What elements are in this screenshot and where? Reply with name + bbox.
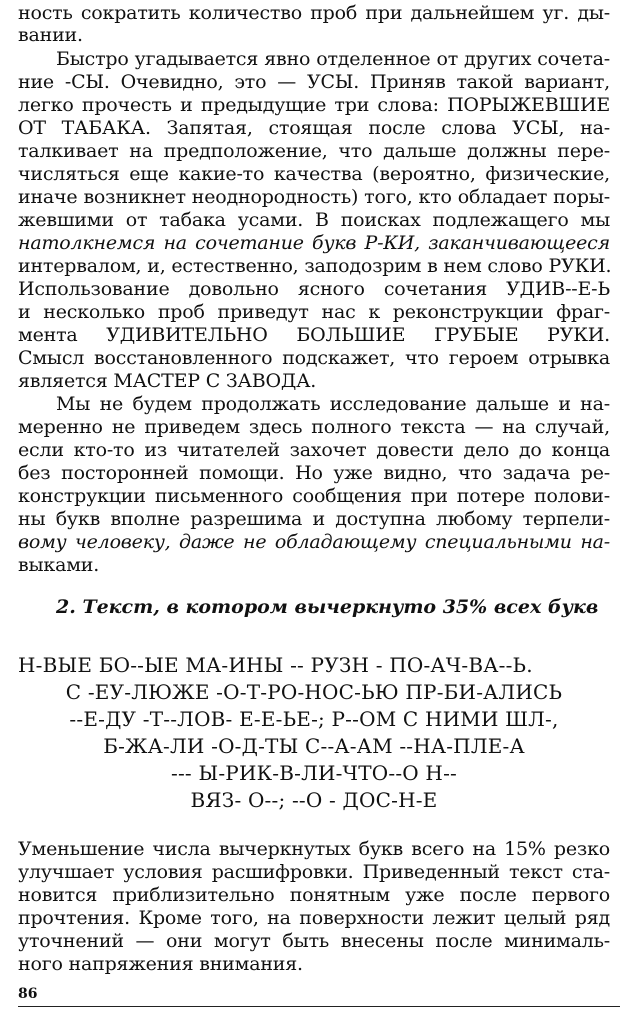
- text-line: ОТ ТАБАКА. Запятая, стоящая после слова УСЫ, на-: [18, 117, 610, 139]
- text-line: новится приблизительно понятным уже после первого: [18, 884, 610, 906]
- text-line: Мы не будем продолжать исследование дальше и на-: [56, 393, 610, 415]
- text-line: жевшими от табака усами. В поисках подлежащего мы: [18, 209, 610, 231]
- text-line: легко прочесть и предыдущие три слова: ПОРЫЖЕВШИЕ: [18, 94, 610, 116]
- cipher-line: --- Ы-РИК-В-ЛИ-ЧТО--О Н--: [171, 761, 457, 785]
- text-line: если кто-то из читателей захочет довести дело до конца: [18, 439, 610, 461]
- text-line: Использование довольно ясного сочетания УДИВ--Е-Ь: [18, 278, 610, 300]
- footer-rule: [18, 1006, 620, 1007]
- text-line: улучшает условия расшифровки. Приведенный текст ста-: [18, 861, 610, 883]
- text-line: меренно не приведем здесь полного текста — на случай,: [18, 416, 610, 438]
- text-line: Быстро угадывается явно отделенное от других сочета-: [56, 48, 610, 70]
- text-line: и несколько проб приведут нас к реконструкции фраг-: [18, 301, 610, 323]
- text-line: вании.: [18, 24, 83, 46]
- text-line: ного напряжения внимания.: [18, 953, 303, 975]
- cipher-line: --Е-ДУ -Т--ЛОВ- Е-Е-ЬЕ-; Р--ОМ С НИМИ ШЛ-,: [69, 707, 559, 731]
- cipher-line: Б-ЖА-ЛИ -О-Д-ТЫ С--А-АМ --НА-ПЛЕ-А: [103, 734, 525, 758]
- text-line: ность сократить количество проб при дальнейшем уг. ды-: [18, 2, 610, 24]
- text-line: является МАСТЕР С ЗАВОДА.: [18, 370, 317, 392]
- text-line: без посторонней помощи. Но уже видно, что задача ре-: [18, 462, 610, 484]
- text-line: мента УДИВИТЕЛЬНО БОЛЬШИЕ ГРУБЫЕ РУКИ.: [18, 324, 610, 346]
- text-line: уточнений — они могут быть внесены после минималь-: [18, 930, 610, 952]
- cipher-line: С -ЕУ-ЛЮЖЕ -О-Т-РО-НОС-ЬЮ ПР-БИ-АЛИСЬ: [65, 680, 563, 704]
- text-line: прочтения. Кроме того, на поверхности лежит целый ряд: [18, 907, 610, 929]
- text-line: талкивает на предположение, что дальше должны пере-: [18, 140, 610, 162]
- text-line: натолкнемся на сочетание букв Р-КИ, заканчивающееся: [18, 232, 610, 254]
- section-heading: 2. Текст, в котором вычеркнуто 35% всех букв: [56, 596, 599, 618]
- text-line: вому человеку, даже не обладающему специальными на-: [18, 531, 610, 553]
- text-line: выками.: [18, 554, 100, 576]
- page-number: 86: [18, 986, 38, 1002]
- text-line: числяться еще какие-то качества (вероятно, физические,: [18, 163, 610, 185]
- cipher-line: ВЯЗ- О--; --О - ДОС-Н-Е: [190, 788, 438, 812]
- text-line: конструкции письменного сообщения при потере полови-: [18, 485, 610, 507]
- text-line: ние -СЫ. Очевидно, это — УСЫ. Приняв такой вариант,: [18, 71, 610, 93]
- cipher-line: Н-ВЫЕ БО--ЫЕ МА-ИНЫ -- РУЗН - ПО-АЧ-ВА--Ь.: [18, 653, 533, 677]
- text-line: Уменьшение числа вычеркнутых букв всего на 15% резко: [18, 838, 610, 860]
- text-line: интервалом, и, естественно, заподозрим в нем слово РУКИ.: [18, 255, 612, 277]
- text-line: ны букв вполне разрешима и доступна любому терпели-: [18, 508, 610, 530]
- text-line: иначе возникнет неоднородность) того, кто обладает поры-: [18, 186, 610, 208]
- text-line: Смысл восстановленного подскажет, что героем отрывка: [18, 347, 610, 369]
